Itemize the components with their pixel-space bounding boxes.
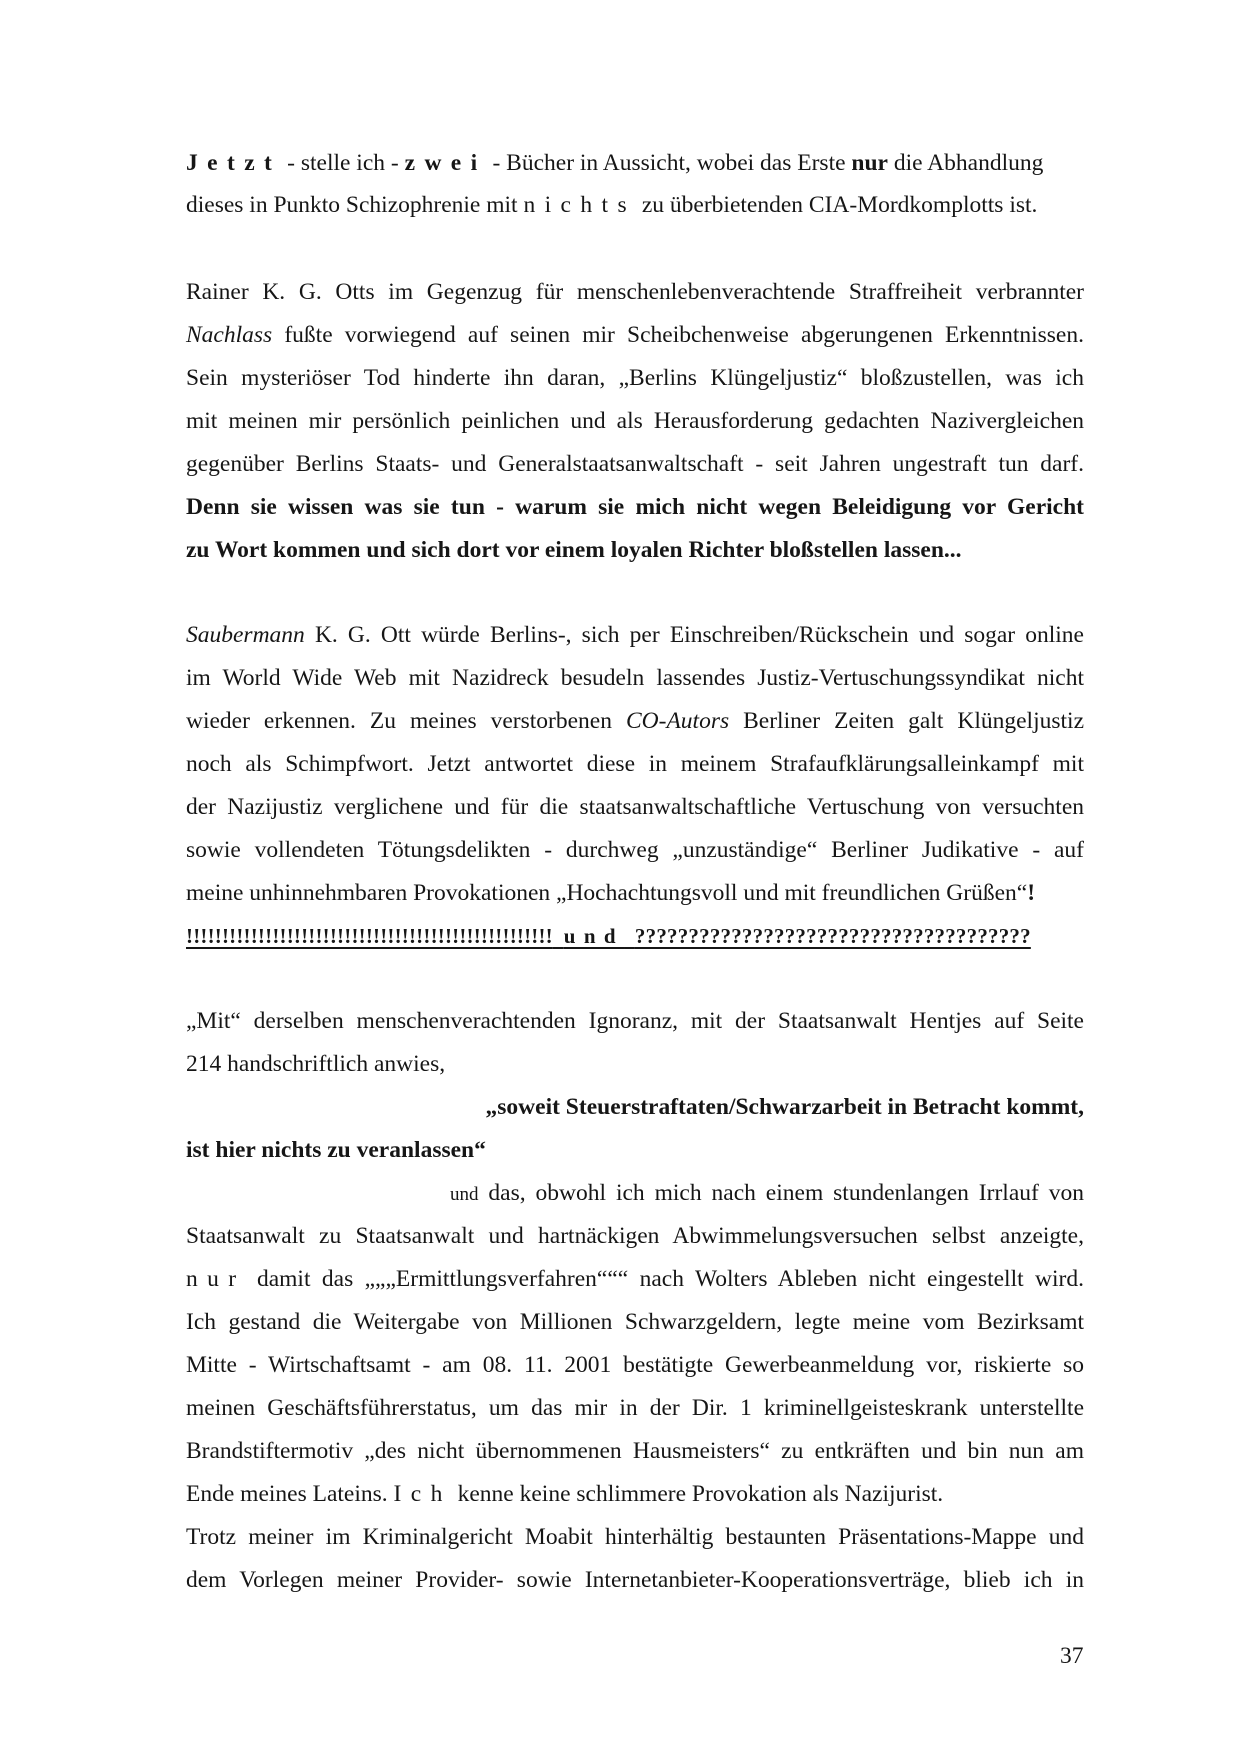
paragraph-2-line-3: Sein mysteriöser Tod hinderte ihn daran, „Berlins Klüngeljustiz“ bloßzustellen, was ich: [186, 365, 1084, 391]
paragraph-3-line-7: meine unhinnehmbaren Provokationen „Hochachtungsvoll und mit freundlichen Grüßen“!: [186, 880, 1036, 906]
paragraph-4-line-2: 214 handschriftlich anwies,: [186, 1051, 446, 1077]
emphasis-ich: Ich: [393, 1481, 452, 1507]
paragraph-5-line-2: dem Vorlegen meiner Provider- sowie Internetanbieter-Kooperationsverträge, blieb ich in: [186, 1567, 1084, 1593]
paragraph-2-line-2: Nachlass fußte vorwiegend auf seinen mir Scheibchenweise abgerungenen Erkenntnissen.: [186, 322, 1084, 348]
paragraph-5-line-1: Trotz meiner im Kriminalgericht Moabit hinterhältig bestaunten Präsentations-Mappe und: [186, 1524, 1084, 1550]
paragraph-1-line-1: Jetzt - stelle ich - zwei - Bücher in Aussicht, wobei das Erste nur die Abhandlung: [186, 150, 1044, 176]
paragraph-4-line-8: meinen Geschäftsführerstatus, um das mir in der Dir. 1 kriminellgeisteskrank unterstellte: [186, 1395, 1084, 1421]
paragraph-2-line-4: mit meinen mir persönlich peinlichen und als Herausforderung gedachten Nazivergleichen: [186, 408, 1084, 434]
paragraph-2-line-1: Rainer K. G. Otts im Gegenzug für menschenlebenverachtende Straffreiheit verbrannter: [186, 279, 1084, 305]
paragraph-4-line-6: Ich gestand die Weitergabe von Millionen Schwarzgeldern, legte meine vom Bezirksamt: [186, 1309, 1084, 1335]
paragraph-3-line-4: noch als Schimpfwort. Jetzt antwortet diese in meinem Strafaufklärungsalleinkampf mit: [186, 751, 1084, 777]
paragraph-1-line-2: dieses in Punkto Schizophrenie mit nichts zu überbietenden CIA-Mordkomplotts ist.: [186, 192, 1038, 218]
emphasis-nur: nur: [851, 150, 888, 176]
paragraph-3-line-6: sowie vollendeten Tötungsdelikten - durchweg „unzuständige“ Berliner Judikative - auf: [186, 837, 1084, 863]
paragraph-4-line-1: „Mit“ derselben menschenverachtenden Ignoranz, mit der Staatsanwalt Hentjes auf Seite: [186, 1008, 1084, 1034]
page-number: 37: [1060, 1643, 1084, 1669]
paragraph-3-line-3: wieder erkennen. Zu meines verstorbenen CO-Autors Berliner Zeiten galt Klüngeljustiz: [186, 708, 1084, 734]
paragraph-4-line-10: Ende meines Lateins. Ich kenne keine schlimmere Provokation als Nazijurist.: [186, 1481, 944, 1507]
paragraph-2-line-7: zu Wort kommen und sich dort vor einem loyalen Richter bloßstellen lassen...: [186, 537, 962, 563]
quote-line-2: ist hier nichts zu veranlassen“: [186, 1137, 486, 1163]
quote-line-1: „soweit Steuerstraftaten/Schwarzarbeit in Betracht kommt,: [485, 1094, 1084, 1120]
emphasis-und-word: und: [563, 924, 625, 948]
paragraph-2-line-6: Denn sie wissen was sie tun - warum sie mich nicht wegen Beleidigung vor Gericht: [186, 494, 1084, 520]
paragraph-4-line-3: und das, obwohl ich mich nach einem stundenlangen Irrlauf von: [450, 1180, 1084, 1206]
emphasis-nur-spaced: nur: [186, 1266, 246, 1292]
punctuation-line: !!!!!!!!!!!!!!!!!!!!!!!!!!!!!!!!!!!!!!!!!!!!!!!!!!! und ?????????????????????????????????????: [186, 924, 1031, 948]
emphasis-jetzt: Jetzt: [186, 150, 282, 176]
paragraph-4-line-4: Staatsanwalt zu Staatsanwalt und hartnäckigen Abwimmelungsversuchen selbst anzeigte,: [186, 1223, 1084, 1249]
emphasis-zwei: zwei: [404, 150, 487, 176]
paragraph-3-line-1: Saubermann K. G. Ott würde Berlins-, sich per Einschreiben/Rückschein und sogar online: [186, 622, 1084, 648]
paragraph-4-line-5: nur damit das „„„Ermittlungsverfahren“““ nach Wolters Ableben nicht eingestellt wird.: [186, 1266, 1084, 1292]
paragraph-3-line-5: der Nazijustiz verglichene und für die staatsanwaltschaftliche Vertuschung von versuchten: [186, 794, 1084, 820]
paragraph-2-line-5: gegenüber Berlins Staats- und Generalstaatsanwaltschaft - seit Jahren ungestraft tun darf.: [186, 451, 1084, 477]
paragraph-4-line-7: Mitte - Wirtschaftsamt - am 08. 11. 2001 bestätigte Gewerbeanmeldung vor, riskierte so: [186, 1352, 1084, 1378]
paragraph-3-line-2: im World Wide Web mit Nazidreck besudeln lassendes Justiz-Vertuschungssyndikat nicht: [186, 665, 1084, 691]
paragraph-4-line-9: Brandstiftermotiv „des nicht übernommenen Hausmeisters“ zu entkräften und bin nun am: [186, 1438, 1084, 1464]
emphasis-nichts: nichts: [523, 192, 636, 218]
